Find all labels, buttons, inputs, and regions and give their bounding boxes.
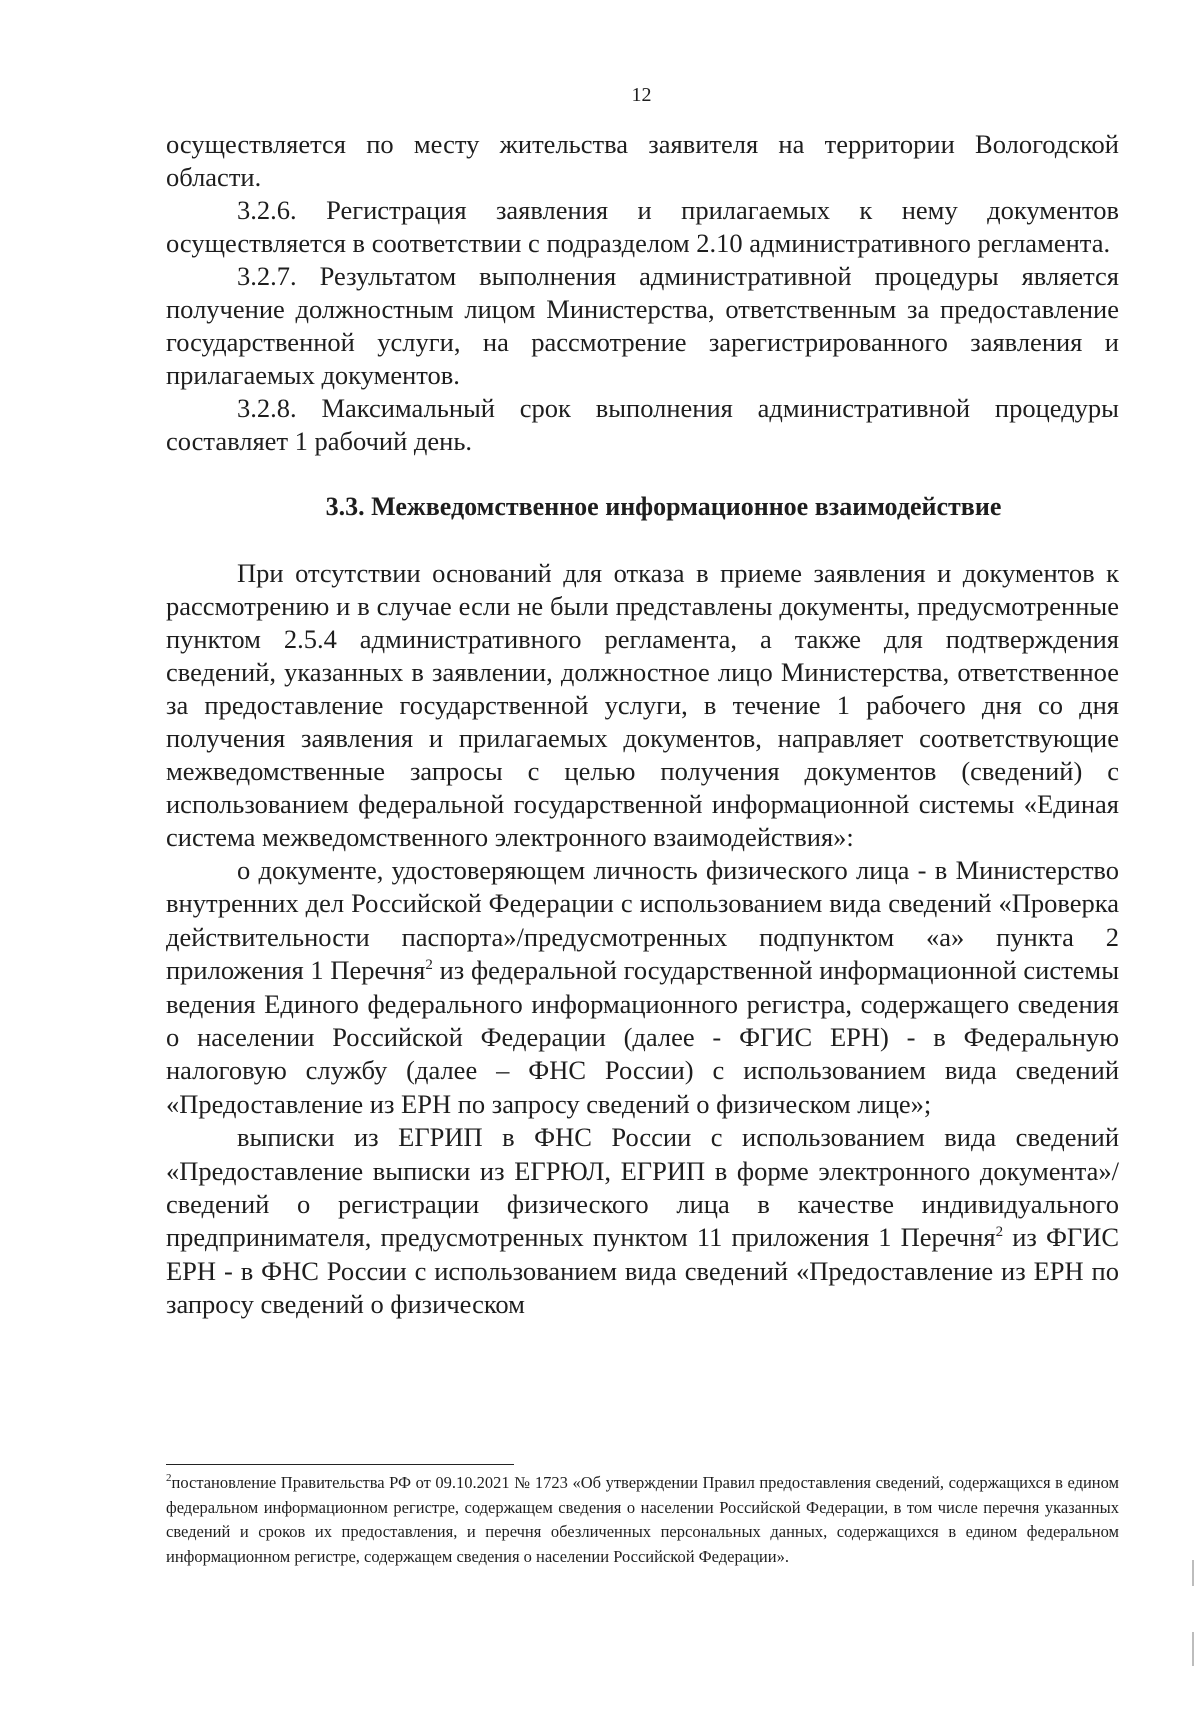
section-heading: 3.3. Межведомственное информационное взаимодействие [325,492,1002,521]
footnote-text: постановление Правительства РФ от 09.10.2021 № 1723 «Об утверждении Правил предоставления сведений, содержащихся в едином федеральном информационном регистре, содержащем сведения о населении Российской Федерации, в том числе перечня указанных сведений и сроков их предоставления, и перечня обезличенных персональных данных, содержащихся в едином федеральном информационном регистре, содержащем сведения о населении Российской Федерации». [166,1473,1119,1566]
footnote [166,1471,1119,1569]
footnote-marker: 2 [166,1472,172,1484]
item2-text-end: из ФГИС ЕРН - в ФНС России с использованием вида сведений «Предоставление из ЕРН по запросу сведений о физическом [166,1222,1120,1320]
scan-edge-mark [1192,1632,1194,1666]
section-intro-paragraph: При отсутствии оснований для отказа в приеме заявления и документов к рассмотрению и в случае если не были представлены документы, предусмотренные пунктом 2.5.4 административного регламента, а также для подтверждения сведений, указанных в заявлении, должностное лицо Министерства, ответственное за предоставление государственной услуги, в течение 1 рабочего дня со дня получения заявления и прилагаемых документов, направляет соответствующие межведомственные запросы с целью получения документов (сведений) с использованием федеральной государственной информационной системы «Единая система межведомственного электронного взаимодействия»: [166,558,1119,852]
footnote-reference: 2 [425,957,433,974]
paragraph-3-2-7: 3.2.7. Результатом выполнения административной процедуры является получение должностным лицом Министерства, ответственным за предоставление государственной услуги, на рассмотрение зарегистрированного заявления и прилагаемых документов. [166,261,1119,390]
page-number: 12 [631,84,652,106]
document-body [166,128,1119,1322]
list-item-identity-document [166,854,1119,1121]
item1-text-end: из федеральной государственной информационной системы ведения Единого федерального информационного регистра, содержащего сведения о населении Российской Федерации (далее - ФГИС ЕРН) - в Федеральную налоговую службу (далее – ФНС России) с использованием вида сведений «Предоставление из ЕРН по запросу сведений о физическом лице»; [166,955,1119,1119]
paragraph-continuation: осуществляется по месту жительства заявителя на территории Вологодской области. [166,129,1119,192]
scan-edge-mark [1192,1560,1194,1586]
item2-text-start: выписки из ЕГРИП в ФНС России с использованием вида сведений «Предоставление выписки из ЕГРЮЛ, ЕГРИП в форме электронного документа»/сведений о регистрации физического лица в качестве индивидуального предпринимателя, предусмотренных пунктом 11 приложения 1 Перечня [166,1122,1119,1253]
item1-text-start: о документе, удостоверяющем личность физического лица - в Министерство внутренних дел Российской Федерации с использованием вида сведений «Проверка действительности паспорта»/предусмотренных подпунктом «а» пункта 2 приложения 1 Перечня [166,855,1119,986]
footnote-reference: 2 [995,1224,1004,1241]
paragraph-3-2-8: 3.2.8. Максимальный срок выполнения административной процедуры составляет 1 рабочий день. [166,393,1119,456]
footnote-divider [166,1464,514,1465]
paragraph-3-2-6: 3.2.6. Регистрация заявления и прилагаемых к нему документов осуществляется в соответствии с подразделом 2.10 административного регламента. [166,195,1119,258]
list-item-egrip-extract [166,1121,1119,1321]
